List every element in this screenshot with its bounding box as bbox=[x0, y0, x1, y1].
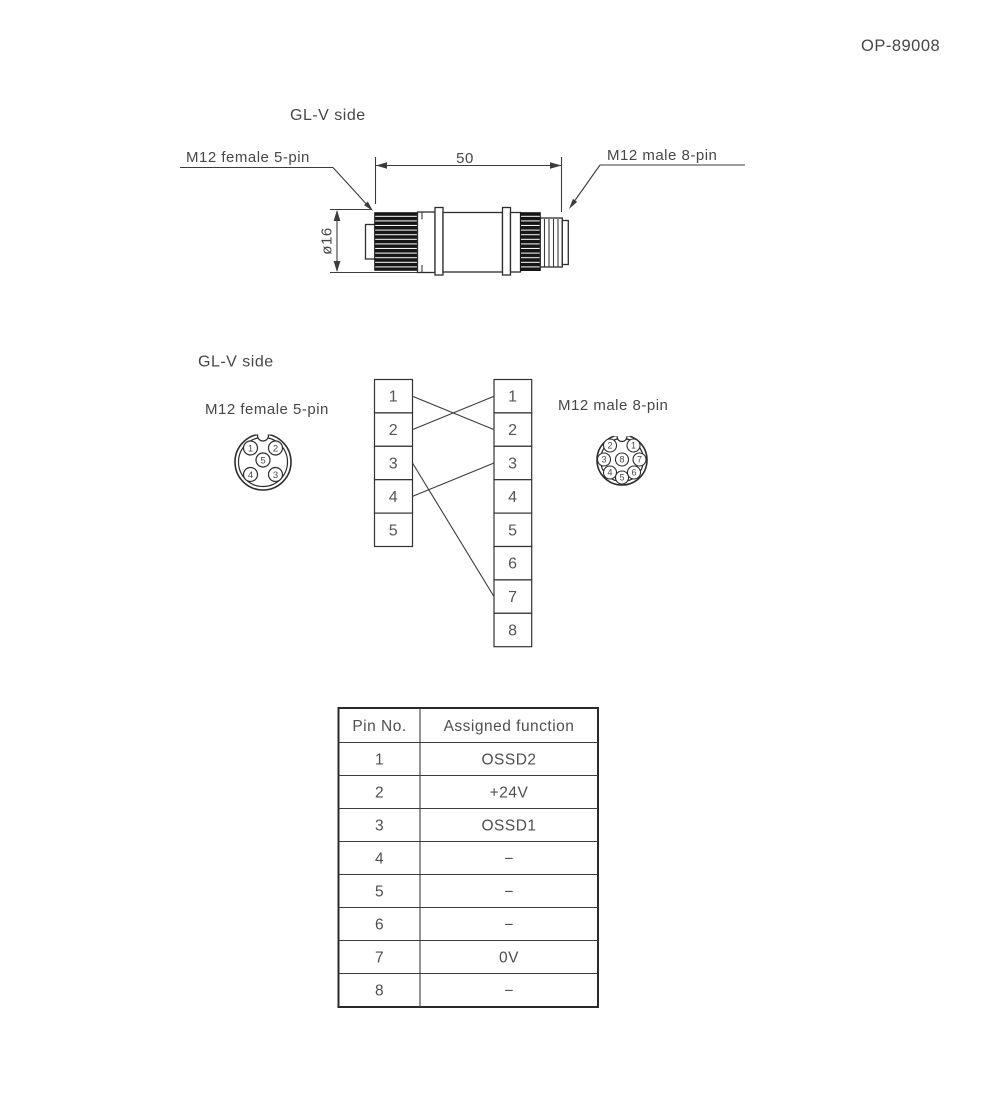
male-face-pin-label: 8 bbox=[619, 454, 625, 465]
doc-number: OP-89008 bbox=[861, 37, 941, 55]
cell-pin: 7 bbox=[374, 949, 385, 967]
cell-function: − bbox=[504, 850, 514, 868]
male-pin-number: 2 bbox=[508, 422, 518, 440]
male-tip-face bbox=[562, 221, 568, 265]
cell-function: OSSD2 bbox=[481, 751, 537, 769]
center-body bbox=[443, 213, 503, 273]
cell-function: − bbox=[504, 883, 514, 901]
male-pin-number: 1 bbox=[508, 388, 518, 406]
female-leader-line bbox=[333, 168, 370, 209]
cell-pin: 2 bbox=[374, 784, 385, 802]
cell-pin: 3 bbox=[374, 817, 385, 835]
left-step-section bbox=[418, 212, 436, 273]
top-female-label: M12 female 5-pin bbox=[186, 149, 310, 166]
wiring-side-label: GL-V side bbox=[198, 353, 274, 371]
top-male-label: M12 male 8-pin bbox=[607, 147, 718, 164]
wiring-female-label: M12 female 5-pin bbox=[205, 401, 329, 418]
left-flange bbox=[435, 208, 443, 276]
male-pin-number: 8 bbox=[508, 622, 518, 640]
diameter-dim-value: ø16 bbox=[318, 227, 336, 255]
cell-function: OSSD1 bbox=[481, 817, 537, 835]
male-pin-number: 3 bbox=[508, 455, 518, 473]
male-pin-number: 7 bbox=[508, 589, 518, 607]
female-face-pin-label: 2 bbox=[272, 443, 279, 455]
male-face-pin-label: 6 bbox=[631, 467, 637, 478]
male-face-pin-label: 7 bbox=[636, 454, 643, 465]
right-knurled-ring bbox=[521, 213, 541, 271]
cell-pin: 1 bbox=[374, 751, 385, 769]
female-pin-column bbox=[375, 380, 413, 547]
cell-function: − bbox=[504, 916, 514, 934]
pin-assignment-table bbox=[339, 708, 599, 1007]
right-neck bbox=[511, 213, 521, 273]
male-leader-line bbox=[571, 165, 600, 206]
notch-mask bbox=[254, 426, 272, 435]
top-side-label: GL-V side bbox=[290, 107, 366, 124]
male-face-pin-label: 4 bbox=[607, 467, 613, 478]
female-face-pin-label: 4 bbox=[247, 469, 254, 481]
wire-4-to-3 bbox=[413, 463, 495, 496]
male-face-pin-label: 2 bbox=[607, 440, 613, 451]
right-flange bbox=[503, 208, 511, 276]
cell-function: − bbox=[504, 982, 514, 1000]
notch-mask bbox=[614, 427, 631, 436]
male-face-pin-label: 3 bbox=[601, 454, 607, 465]
connector-body bbox=[366, 208, 569, 276]
length-dim-value: 50 bbox=[456, 150, 474, 167]
male-pin-number: 4 bbox=[508, 488, 518, 506]
male-pin-number: 5 bbox=[508, 522, 518, 540]
female-face-pin-label: 5 bbox=[260, 455, 266, 467]
cell-pin: 4 bbox=[374, 850, 385, 868]
male-leader-arrow bbox=[569, 199, 577, 209]
top-view bbox=[180, 107, 745, 275]
table-header-function: Assigned function bbox=[443, 718, 575, 735]
dia-arrow-top bbox=[334, 210, 341, 221]
female-socket-recess bbox=[366, 225, 376, 260]
female-pin-number: 5 bbox=[388, 522, 399, 540]
connection-wires bbox=[413, 396, 495, 596]
female-pin-number: 2 bbox=[388, 422, 399, 440]
length-dimension bbox=[376, 150, 562, 212]
wiring-male-label: M12 male 8-pin bbox=[558, 397, 669, 414]
cell-pin: 5 bbox=[374, 883, 385, 901]
female-pin-number: 4 bbox=[388, 488, 399, 506]
cell-pin: 8 bbox=[374, 982, 385, 1000]
female-pin-number: 1 bbox=[388, 388, 399, 406]
male-face-pin-label: 1 bbox=[630, 440, 637, 451]
dia-arrow-bottom bbox=[334, 261, 341, 272]
table-header-pin-no: Pin No. bbox=[352, 718, 407, 735]
male-connector-face bbox=[597, 427, 647, 485]
female-pin-number: 3 bbox=[388, 455, 399, 473]
left-knurled-ring bbox=[375, 213, 418, 271]
cell-function: +24V bbox=[489, 784, 529, 802]
female-face-pin-label: 1 bbox=[247, 443, 254, 455]
dim-arrow-right bbox=[550, 162, 562, 168]
male-face-pin-label: 5 bbox=[619, 472, 625, 483]
female-face-pin-label: 3 bbox=[272, 469, 279, 481]
male-pin-column bbox=[494, 380, 532, 647]
dim-arrow-left bbox=[376, 162, 388, 168]
female-connector-face bbox=[235, 426, 291, 491]
wire-3-to-7 bbox=[413, 463, 495, 597]
wiring-diagram bbox=[198, 354, 668, 647]
threaded-section bbox=[540, 218, 562, 267]
cell-function: 0V bbox=[499, 949, 519, 967]
male-pin-number: 6 bbox=[508, 555, 518, 573]
cell-pin: 6 bbox=[374, 916, 385, 934]
